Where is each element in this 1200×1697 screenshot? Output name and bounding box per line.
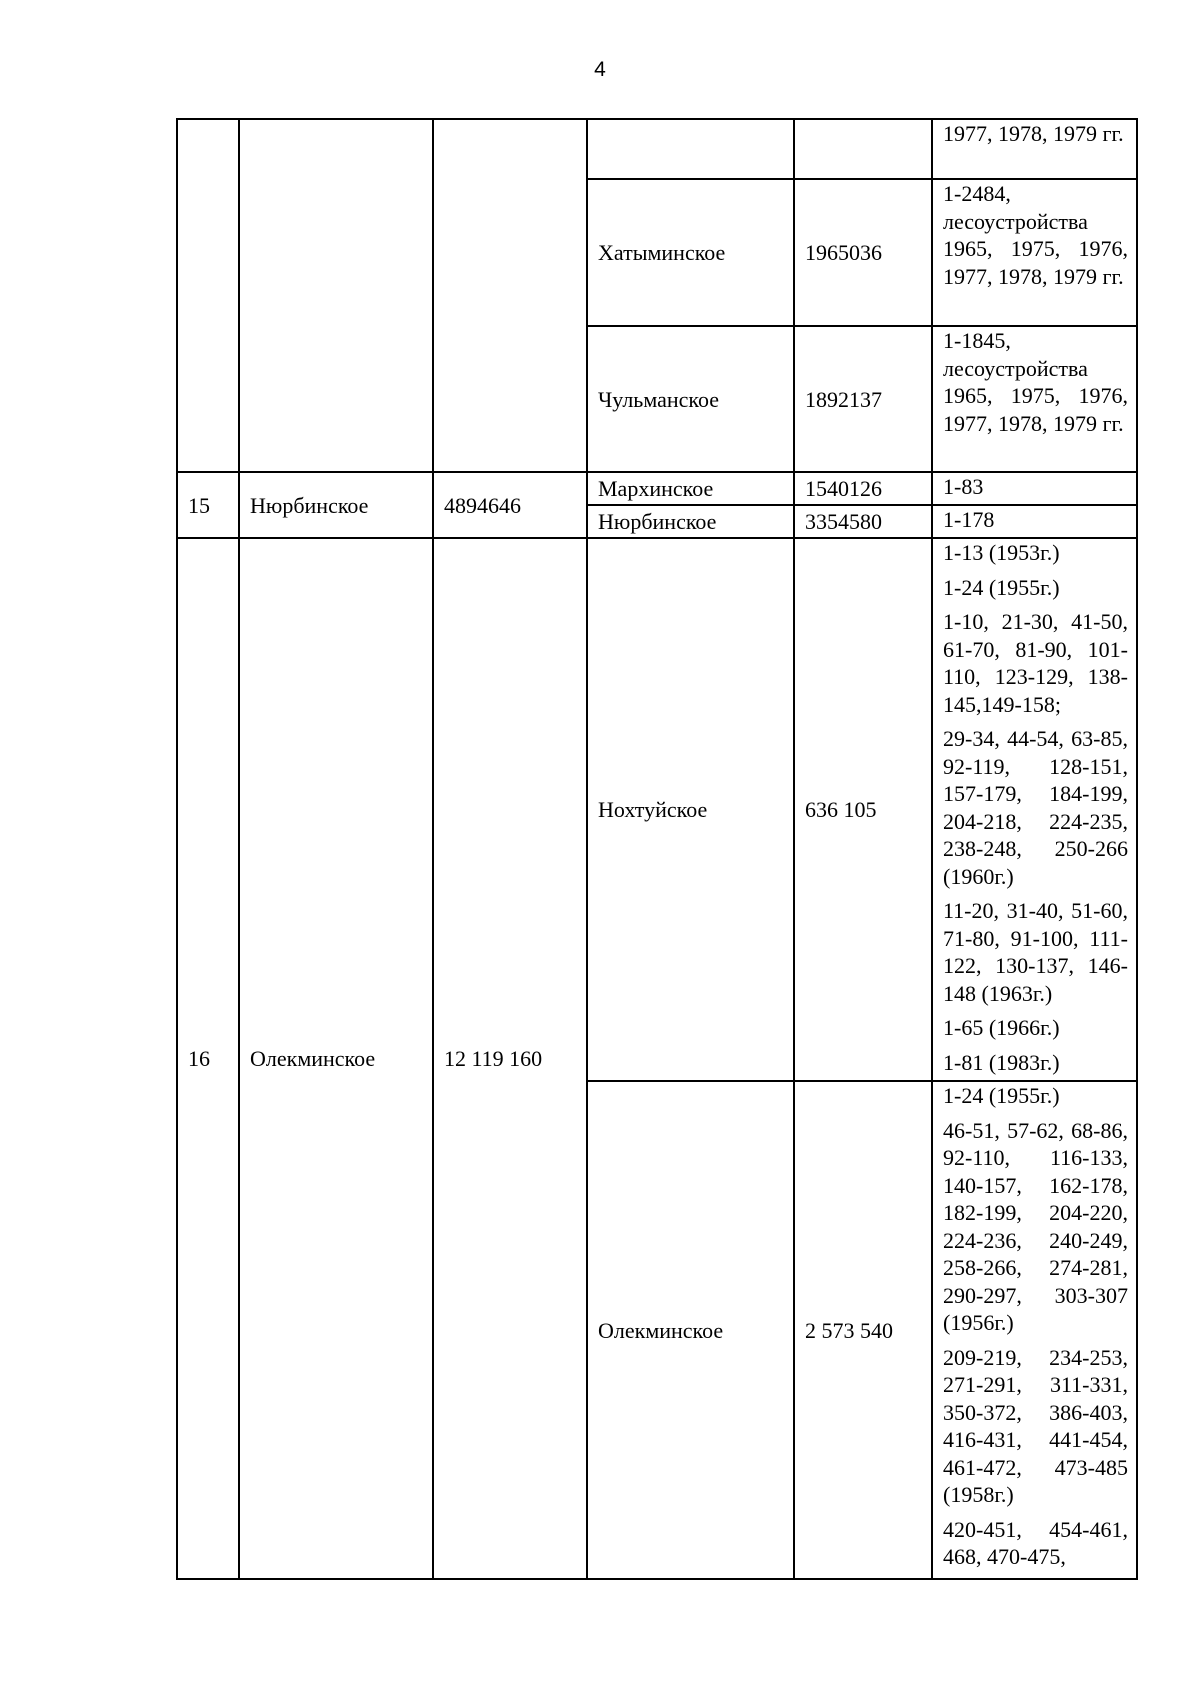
- quarters-entry: 29-34, 44-54, 63-85, 92-119, 128-151, 157-179, 184-199, 204-218, 224-235, 238-248, 250-266 (1960г.): [943, 726, 1128, 889]
- district-name: Нюрбинское: [239, 472, 433, 538]
- forestry-cell: [587, 119, 794, 179]
- forestry-name: Олекминское: [587, 1081, 794, 1579]
- district-area: 12 119 160: [433, 538, 587, 1579]
- quarters-entry: 46-51, 57-62, 68-86, 92-110, 116-133, 140-157, 162-178, 182-199, 204-220, 224-236, 240-249, 258-266, 274-281, 290-297, 303-307 (1956г.): [943, 1117, 1128, 1335]
- quarters-cell: [932, 538, 1137, 1081]
- forestry-area: 1892137: [794, 326, 932, 472]
- quarters-cell: 1-2484, лесоустройства 1965, 1975, 1976, 1977, 1978, 1979 гг.: [932, 179, 1137, 326]
- row-number: 15: [177, 472, 239, 538]
- quarters-cell: 1-178: [932, 505, 1137, 538]
- forestry-area: 1540126: [794, 472, 932, 505]
- forestry-name: Чульманское: [587, 326, 794, 472]
- district-area: 4894646: [433, 472, 587, 538]
- district-name: Олекминское: [239, 538, 433, 1579]
- quarters-entry: 1-65 (1966г.): [943, 1015, 1060, 1040]
- quarters-entry: 1-81 (1983г.): [943, 1049, 1060, 1075]
- forestry-area: 636 105: [794, 538, 932, 1081]
- quarters-entry: 1-13 (1953г.): [943, 540, 1060, 565]
- row-number: 16: [177, 538, 239, 1579]
- district-cell: [239, 119, 433, 472]
- quarters-cell: 1-1845, лесоустройства 1965, 1975, 1976, 1977, 1978, 1979 гг.: [932, 326, 1137, 472]
- forestry-area: 3354580: [794, 505, 932, 538]
- quarters-cell: 1977, 1978, 1979 гг.: [932, 119, 1137, 179]
- district-area-cell: [433, 119, 587, 472]
- quarters-entry: 420-451, 454-461, 468, 470-475,: [943, 1516, 1128, 1569]
- forestry-name: Нюрбинское: [587, 505, 794, 538]
- page-number: 4: [594, 58, 606, 81]
- forestry-table: [176, 118, 1138, 1580]
- quarters-entry: 11-20, 31-40, 51-60, 71-80, 91-100, 111-122, 130-137, 146-148 (1963г.): [943, 898, 1128, 1006]
- forestry-area: 2 573 540: [794, 1081, 932, 1579]
- table-row: [177, 538, 1137, 1081]
- quarters-cell: 1-83: [932, 472, 1137, 505]
- quarters-entry: 209-219, 234-253, 271-291, 311-331, 350-372, 386-403, 416-431, 441-454, 461-472, 473-485 (1958г.): [943, 1344, 1128, 1507]
- table-row: [177, 472, 1137, 505]
- table-row: [177, 119, 1137, 179]
- forestry-name: Хатыминское: [587, 179, 794, 326]
- forestry-name: Мархинское: [587, 472, 794, 505]
- forestry-area-cell: [794, 119, 932, 179]
- forestry-area: 1965036: [794, 179, 932, 326]
- forestry-name: Нохтуйское: [587, 538, 794, 1081]
- quarters-cell: [932, 1081, 1137, 1579]
- row-number-cell: [177, 119, 239, 472]
- quarters-entry: 1-10, 21-30, 41-50, 61-70, 81-90, 101-110, 123-129, 138-145,149-158;: [943, 609, 1128, 717]
- quarters-entry: 1-24 (1955г.): [943, 574, 1060, 600]
- quarters-entry: 1-24 (1955г.): [943, 1083, 1060, 1108]
